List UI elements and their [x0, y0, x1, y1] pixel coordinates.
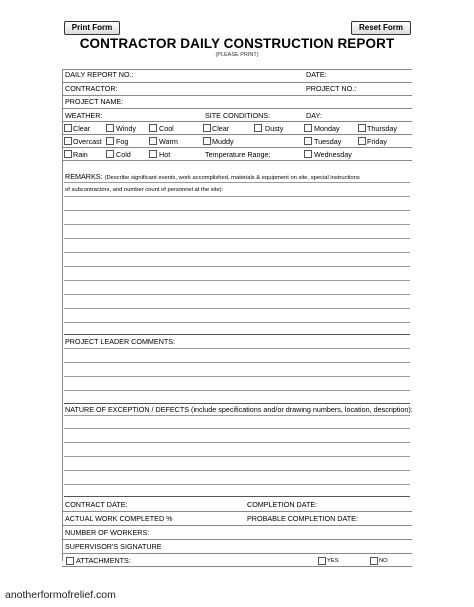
weather-warm-checkbox[interactable] [149, 137, 157, 145]
site-conditions-label: SITE CONDITIONS: [205, 111, 271, 120]
row-rule [62, 160, 412, 161]
day-tuesday-label: Tuesday [314, 136, 342, 146]
row-rule [62, 147, 412, 148]
remarks-line [64, 252, 410, 253]
probable-completion-date-label: PROBABLE COMPLETION DATE: [247, 514, 358, 523]
exception-line [64, 428, 410, 429]
day-label: DAY: [306, 111, 322, 120]
remarks-line [64, 322, 410, 323]
comments-line [64, 390, 410, 391]
attachments-label: ATTACHMENTS: [76, 556, 131, 565]
remarks-line [64, 210, 410, 211]
number-of-workers-label: NUMBER OF WORKERS: [65, 528, 150, 537]
site-dusty-checkbox[interactable] [254, 124, 262, 132]
row-rule [62, 511, 412, 512]
contractor-label: CONTRACTOR: [65, 84, 118, 93]
remarks-line [64, 280, 410, 281]
attachments-checkbox[interactable] [66, 557, 74, 565]
weather-clear-label: Clear [73, 123, 91, 133]
weather-windy-label: Windy [116, 123, 136, 133]
site-muddy-label: Muddy [212, 136, 234, 146]
row-rule [62, 108, 412, 109]
temperature-range-label: Temperature Range: [205, 149, 271, 159]
row-rule [62, 82, 412, 83]
temperature-range-field[interactable] [275, 150, 301, 159]
row-rule [62, 525, 412, 526]
remarks-line [64, 266, 410, 267]
comments-line [64, 348, 410, 349]
project-leader-comments-label: PROJECT LEADER COMMENTS: [65, 337, 176, 346]
number-of-workers-field[interactable] [152, 528, 302, 537]
row-rule [62, 95, 412, 96]
actual-work-completed-field[interactable] [180, 514, 242, 523]
weather-cool-label: Cool [159, 123, 174, 133]
weather-label: WEATHER: [65, 111, 103, 120]
daily-report-no-label: DAILY REPORT NO.: [65, 70, 134, 79]
weather-overcast-checkbox[interactable] [64, 137, 72, 145]
exception-line [64, 470, 410, 471]
day-friday-label: Friday [367, 136, 387, 146]
attachments-no-label: NO [379, 558, 388, 564]
day-monday-checkbox[interactable] [304, 124, 312, 132]
exception-line [64, 442, 410, 443]
attachments-yes-checkbox[interactable] [318, 557, 326, 565]
contractor-field[interactable] [120, 84, 295, 93]
day-tuesday-checkbox[interactable] [304, 137, 312, 145]
date-label: DATE: [306, 70, 327, 79]
project-name-field[interactable] [126, 97, 406, 106]
contract-date-field[interactable] [132, 500, 242, 509]
row-rule [62, 121, 412, 122]
reset-form-button[interactable]: Reset Form [351, 21, 411, 35]
day-friday-checkbox[interactable] [358, 137, 366, 145]
project-no-label: PROJECT NO.: [306, 84, 357, 93]
row-rule [62, 539, 412, 540]
weather-fog-checkbox[interactable] [106, 137, 114, 145]
site-clear-checkbox[interactable] [203, 124, 211, 132]
row-rule [62, 566, 412, 567]
completion-date-label: COMPLETION DATE: [247, 500, 318, 509]
remarks-line [64, 182, 410, 183]
weather-fog-label: Fog [116, 136, 129, 146]
weather-rain-label: Rain [73, 149, 88, 159]
weather-clear-checkbox[interactable] [64, 124, 72, 132]
attachments-no-checkbox[interactable] [370, 557, 378, 565]
actual-work-completed-label: ACTUAL WORK COMPLETED % [65, 514, 173, 523]
completion-date-field[interactable] [322, 500, 408, 509]
day-wednesday-label: Wednesday [314, 149, 352, 159]
remarks-instructions-2: of subcontractors, and number count of personnel at the site): [65, 187, 224, 193]
page-title: CONTRACTOR DAILY CONSTRUCTION REPORT [79, 36, 395, 51]
exception-label: NATURE OF EXCEPTION / DEFECTS (include specifications and/or drawing numbers, location, description): [65, 405, 413, 414]
remarks-line [64, 224, 410, 225]
print-form-button[interactable]: Print Form [64, 21, 120, 35]
contract-date-label: CONTRACT DATE: [65, 500, 128, 509]
weather-windy-checkbox[interactable] [106, 124, 114, 132]
weather-cool-checkbox[interactable] [149, 124, 157, 132]
supervisor-signature-field[interactable] [160, 542, 400, 551]
remarks-instructions-1: (Describe significant events, work accomplished, materials & equipment on site, special instructions [104, 175, 360, 181]
remarks-line [64, 308, 410, 309]
attachments-yes-label: YES [327, 558, 339, 564]
remarks-label: REMARKS: [65, 172, 103, 181]
weather-overcast-label: Overcast [73, 136, 102, 146]
row-rule [62, 553, 412, 554]
exception-line [64, 484, 410, 485]
site-dusty-label: Dusty [265, 123, 284, 133]
comments-line [64, 376, 410, 377]
comments-line [64, 362, 410, 363]
exception-line [64, 415, 410, 416]
project-name-label: PROJECT NAME: [65, 97, 124, 106]
section-divider [64, 496, 410, 497]
weather-hot-checkbox[interactable] [149, 150, 157, 158]
weather-hot-label: Hot [159, 149, 171, 159]
section-divider [64, 403, 410, 404]
day-thursday-label: Thursday [367, 123, 397, 133]
weather-rain-checkbox[interactable] [64, 150, 72, 158]
daily-report-no-field[interactable] [135, 70, 295, 79]
remarks-line [64, 196, 410, 197]
site-muddy-checkbox[interactable] [203, 137, 211, 145]
day-monday-label: Monday [314, 123, 340, 133]
watermark-text: anotherformofrelief.com [5, 589, 116, 601]
date-field[interactable] [330, 70, 408, 79]
day-thursday-checkbox[interactable] [358, 124, 366, 132]
exception-line [64, 456, 410, 457]
row-rule [62, 134, 412, 135]
section-divider [64, 334, 410, 335]
remarks-line [64, 294, 410, 295]
weather-cold-checkbox[interactable] [106, 150, 114, 158]
probable-completion-date-field[interactable] [362, 514, 408, 523]
project-no-field[interactable] [356, 84, 408, 93]
form-left-rule [62, 69, 63, 561]
site-clear-label: Clear [212, 123, 230, 133]
weather-warm-label: Warm [159, 136, 178, 146]
remarks-line [64, 238, 410, 239]
weather-cold-label: Cold [116, 149, 131, 159]
page-subtitle: (PLEASE PRINT) [215, 52, 259, 58]
day-wednesday-checkbox[interactable] [304, 150, 312, 158]
supervisor-signature-label: SUPERVISOR'S SIGNATURE [65, 542, 162, 551]
